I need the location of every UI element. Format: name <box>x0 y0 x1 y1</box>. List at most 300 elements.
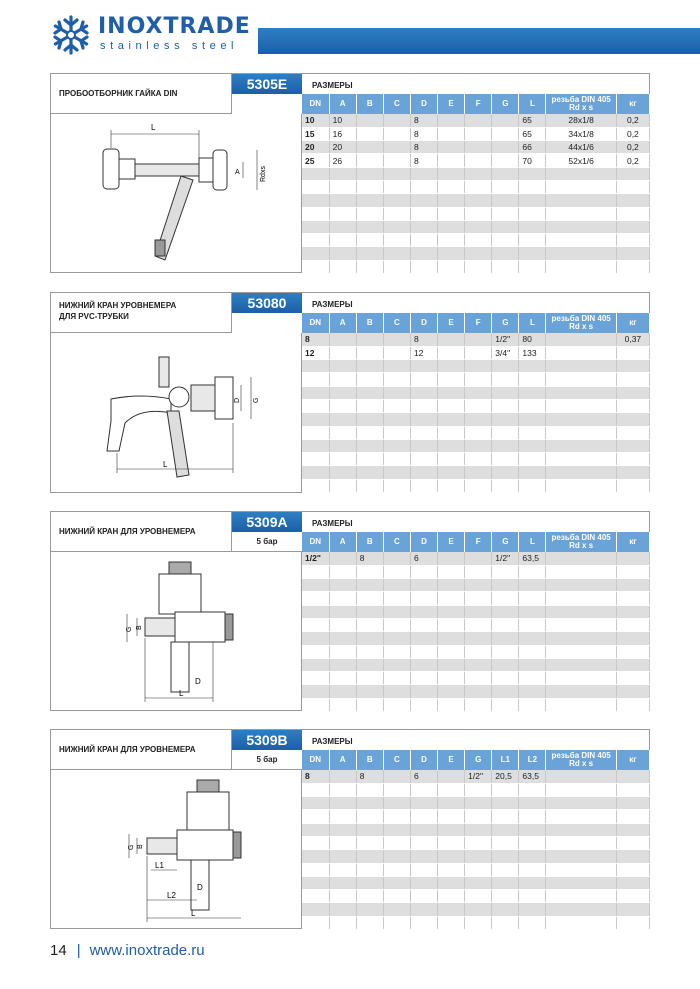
table-header-row <box>302 313 650 333</box>
table-cell <box>329 698 356 711</box>
table-cell <box>546 373 616 386</box>
table-cell <box>438 565 465 578</box>
table-cell <box>616 426 649 439</box>
sizes-label: РАЗМЕРЫ <box>312 81 353 90</box>
pressure-rating: 5 бар <box>232 750 302 770</box>
table-cell <box>383 466 410 479</box>
table-cell <box>616 346 649 359</box>
table-cell <box>465 783 492 796</box>
table-cell <box>438 360 465 373</box>
table-row <box>302 797 650 810</box>
table-cell <box>438 220 465 233</box>
header-line: Rd x s <box>569 541 594 550</box>
table-cell <box>616 194 649 207</box>
column-header <box>546 750 616 770</box>
table-cell <box>492 386 519 399</box>
table-cell <box>546 167 616 180</box>
table-cell: 6 <box>410 552 437 565</box>
table-cell <box>329 399 356 412</box>
table-cell <box>616 770 649 783</box>
table-cell <box>356 685 383 698</box>
table-cell <box>410 453 437 466</box>
table-cell <box>616 916 649 929</box>
table-cell <box>519 632 546 645</box>
pressure-rating: 5 бар <box>232 532 302 552</box>
table-cell <box>410 658 437 671</box>
table-cell <box>356 386 383 399</box>
table-cell <box>383 658 410 671</box>
table-cell <box>546 810 616 823</box>
table-cell <box>492 426 519 439</box>
table-cell: 0,2 <box>616 127 649 140</box>
table-cell <box>616 903 649 916</box>
table-cell <box>356 565 383 578</box>
table-cell <box>329 413 356 426</box>
table-cell <box>616 783 649 796</box>
table-cell <box>519 234 546 247</box>
table-cell <box>616 386 649 399</box>
column-header: DN <box>302 750 329 770</box>
table-cell <box>329 672 356 685</box>
table-cell <box>329 890 356 903</box>
table-cell <box>616 234 649 247</box>
table-cell <box>438 916 465 929</box>
table-cell <box>329 346 356 359</box>
table-cell <box>329 360 356 373</box>
table-cell <box>519 180 546 193</box>
table-cell <box>302 592 329 605</box>
table-cell <box>356 618 383 631</box>
table-cell <box>546 260 616 273</box>
column-header: C <box>383 94 410 114</box>
table-cell <box>329 685 356 698</box>
table-cell <box>329 565 356 578</box>
table-cell: 80 <box>519 333 546 346</box>
table-cell <box>492 658 519 671</box>
table-cell <box>383 592 410 605</box>
table-cell <box>546 823 616 836</box>
sizes-table <box>302 750 650 930</box>
table-cell <box>546 439 616 452</box>
table-row <box>302 180 650 193</box>
table-cell <box>329 453 356 466</box>
table-cell <box>616 850 649 863</box>
table-cell <box>465 645 492 658</box>
table-cell <box>302 618 329 631</box>
table-row <box>302 618 650 631</box>
table-cell <box>356 207 383 220</box>
table-row <box>302 863 650 876</box>
footer-separator: | <box>76 942 81 959</box>
table-cell: 25 <box>302 154 329 167</box>
table-cell <box>438 850 465 863</box>
table-row <box>302 698 650 711</box>
product-section-5305e <box>50 73 650 273</box>
table-cell <box>356 645 383 658</box>
table-cell <box>410 783 437 796</box>
table-row <box>302 234 650 247</box>
table-cell <box>546 605 616 618</box>
table-cell <box>383 797 410 810</box>
table-row <box>302 333 650 346</box>
table-cell <box>438 823 465 836</box>
table-row <box>302 592 650 605</box>
table-cell <box>465 876 492 889</box>
table-row <box>302 770 650 783</box>
table-cell <box>329 579 356 592</box>
table-cell <box>492 797 519 810</box>
table-row <box>302 346 650 359</box>
table-cell <box>438 439 465 452</box>
table-cell <box>329 836 356 849</box>
column-header: A <box>329 750 356 770</box>
table-header-row <box>302 94 650 114</box>
table-cell <box>383 127 410 140</box>
table-cell <box>546 876 616 889</box>
table-row <box>302 426 650 439</box>
table-row <box>302 903 650 916</box>
table-cell <box>492 180 519 193</box>
table-cell: 63,5 <box>519 552 546 565</box>
table-cell <box>383 810 410 823</box>
table-cell <box>302 903 329 916</box>
table-cell <box>302 783 329 796</box>
table-cell <box>465 552 492 565</box>
table-row <box>302 565 650 578</box>
table-cell <box>302 890 329 903</box>
product-code: 5305E <box>232 74 302 94</box>
table-cell <box>465 823 492 836</box>
page-number: 14 <box>50 942 67 959</box>
table-cell <box>383 903 410 916</box>
table-cell <box>302 413 329 426</box>
table-cell <box>410 592 437 605</box>
table-cell <box>356 141 383 154</box>
table-cell: 0,2 <box>616 141 649 154</box>
table-cell <box>410 850 437 863</box>
table-cell <box>465 903 492 916</box>
table-cell <box>329 333 356 346</box>
table-cell <box>546 565 616 578</box>
column-header <box>546 532 616 552</box>
table-cell <box>519 373 546 386</box>
table-cell <box>438 399 465 412</box>
table-cell <box>356 439 383 452</box>
table-row <box>302 167 650 180</box>
table-cell: 16 <box>329 127 356 140</box>
table-cell <box>546 632 616 645</box>
table-cell <box>438 154 465 167</box>
table-cell <box>465 698 492 711</box>
table-cell <box>356 876 383 889</box>
table-cell <box>356 247 383 260</box>
table-cell: 65 <box>519 127 546 140</box>
table-cell <box>438 903 465 916</box>
table-cell <box>465 413 492 426</box>
table-cell <box>329 592 356 605</box>
table-cell <box>302 194 329 207</box>
table-cell: 1/2" <box>465 770 492 783</box>
table-cell <box>356 903 383 916</box>
dim-label-l: L <box>179 689 184 698</box>
table-cell <box>302 360 329 373</box>
table-cell: 12 <box>302 346 329 359</box>
table-cell <box>438 552 465 565</box>
table-cell <box>356 167 383 180</box>
table-cell <box>410 479 437 492</box>
table-row <box>302 685 650 698</box>
product-code: 53080 <box>232 293 302 313</box>
table-cell <box>492 823 519 836</box>
table-cell <box>383 426 410 439</box>
table-cell <box>410 916 437 929</box>
table-cell <box>546 552 616 565</box>
column-header: D <box>410 532 437 552</box>
table-cell <box>356 399 383 412</box>
table-cell <box>438 579 465 592</box>
table-cell <box>383 863 410 876</box>
table-cell <box>356 466 383 479</box>
table-cell <box>383 260 410 273</box>
dim-label-rdxs: Rdxs <box>260 166 267 182</box>
table-cell: 0,2 <box>616 114 649 127</box>
table-cell <box>546 797 616 810</box>
table-cell <box>383 207 410 220</box>
table-row <box>302 141 650 154</box>
table-cell <box>546 234 616 247</box>
table-cell <box>519 850 546 863</box>
table-cell <box>492 698 519 711</box>
table-cell <box>546 194 616 207</box>
table-cell <box>383 360 410 373</box>
table-cell <box>616 632 649 645</box>
table-row <box>302 810 650 823</box>
table-cell <box>438 167 465 180</box>
table-row <box>302 605 650 618</box>
table-cell <box>329 850 356 863</box>
table-cell: 8 <box>356 552 383 565</box>
table-cell <box>492 605 519 618</box>
table-cell <box>546 399 616 412</box>
table-row <box>302 373 650 386</box>
footer-url[interactable]: www.inoxtrade.ru <box>89 942 205 959</box>
column-header: E <box>438 313 465 333</box>
table-cell <box>546 346 616 359</box>
table-cell <box>410 466 437 479</box>
table-cell <box>302 810 329 823</box>
table-cell: 8 <box>302 333 329 346</box>
table-cell <box>383 823 410 836</box>
table-cell <box>410 890 437 903</box>
table-cell <box>410 220 437 233</box>
column-header: L1 <box>492 750 519 770</box>
table-cell <box>302 426 329 439</box>
table-cell <box>465 453 492 466</box>
table-cell <box>356 836 383 849</box>
table-cell <box>302 698 329 711</box>
table-row <box>302 194 650 207</box>
table-cell <box>616 658 649 671</box>
header-line: Rd x s <box>569 322 594 331</box>
table-cell <box>616 836 649 849</box>
table-cell <box>302 373 329 386</box>
table-cell <box>465 836 492 849</box>
table-cell: 1/2" <box>492 552 519 565</box>
table-cell <box>465 565 492 578</box>
table-cell <box>616 399 649 412</box>
table-cell <box>302 850 329 863</box>
table-cell <box>519 260 546 273</box>
table-cell <box>302 479 329 492</box>
table-cell <box>410 672 437 685</box>
table-cell <box>356 605 383 618</box>
table-cell <box>356 850 383 863</box>
table-cell: 15 <box>302 127 329 140</box>
table-cell <box>492 836 519 849</box>
table-cell <box>546 850 616 863</box>
table-cell <box>519 207 546 220</box>
table-cell <box>546 479 616 492</box>
table-cell <box>383 194 410 207</box>
table-cell <box>546 903 616 916</box>
table-cell <box>438 479 465 492</box>
table-cell <box>492 373 519 386</box>
table-cell <box>383 565 410 578</box>
table-cell <box>302 207 329 220</box>
table-cell: 8 <box>410 141 437 154</box>
table-cell <box>465 890 492 903</box>
sizes-label: РАЗМЕРЫ <box>312 737 353 746</box>
table-cell <box>492 592 519 605</box>
sizes-table <box>302 532 650 712</box>
table-cell <box>410 247 437 260</box>
table-cell <box>546 836 616 849</box>
table-cell <box>616 618 649 631</box>
column-header: D <box>410 94 437 114</box>
table-cell <box>519 439 546 452</box>
table-cell <box>492 194 519 207</box>
table-cell <box>438 672 465 685</box>
table-cell <box>519 399 546 412</box>
sizes-label: РАЗМЕРЫ <box>312 519 353 528</box>
table-cell <box>329 247 356 260</box>
table-cell <box>356 180 383 193</box>
table-row <box>302 114 650 127</box>
table-cell <box>519 579 546 592</box>
table-cell <box>616 479 649 492</box>
table-cell <box>438 863 465 876</box>
table-cell <box>546 645 616 658</box>
table-cell <box>410 413 437 426</box>
table-cell <box>519 592 546 605</box>
table-cell <box>438 810 465 823</box>
table-cell <box>546 698 616 711</box>
table-cell <box>492 207 519 220</box>
table-cell <box>616 220 649 233</box>
table-cell <box>356 154 383 167</box>
column-header: B <box>356 750 383 770</box>
table-row <box>302 260 650 273</box>
table-cell <box>616 810 649 823</box>
table-cell <box>465 426 492 439</box>
table-cell: 63,5 <box>519 770 546 783</box>
table-cell <box>410 903 437 916</box>
table-cell <box>356 698 383 711</box>
table-cell <box>329 386 356 399</box>
table-row <box>302 386 650 399</box>
table-cell <box>438 346 465 359</box>
table-cell <box>410 180 437 193</box>
column-header: E <box>438 750 465 770</box>
table-cell <box>438 333 465 346</box>
table-cell <box>329 373 356 386</box>
page-footer <box>50 942 205 959</box>
column-header: G <box>492 94 519 114</box>
table-cell <box>492 154 519 167</box>
table-cell <box>492 399 519 412</box>
table-cell <box>329 552 356 565</box>
table-cell: 65 <box>519 114 546 127</box>
table-cell <box>356 592 383 605</box>
table-cell <box>438 836 465 849</box>
table-cell <box>519 783 546 796</box>
table-cell <box>465 127 492 140</box>
table-cell <box>329 207 356 220</box>
table-cell <box>383 783 410 796</box>
table-cell <box>383 439 410 452</box>
table-cell <box>329 876 356 889</box>
table-cell <box>492 890 519 903</box>
table-cell <box>383 154 410 167</box>
table-cell <box>438 698 465 711</box>
table-cell <box>302 247 329 260</box>
table-cell <box>329 810 356 823</box>
table-cell <box>546 658 616 671</box>
product-code: 5309B <box>232 730 302 750</box>
table-cell <box>302 220 329 233</box>
table-cell <box>383 220 410 233</box>
table-cell: 20 <box>329 141 356 154</box>
table-cell <box>492 863 519 876</box>
section-title: ПРОБООТБОРНИК ГАЙКА DIN <box>51 74 232 114</box>
table-cell <box>329 618 356 631</box>
table-cell <box>438 592 465 605</box>
table-cell: 8 <box>410 154 437 167</box>
column-header: G <box>492 313 519 333</box>
column-header: DN <box>302 94 329 114</box>
table-cell <box>356 672 383 685</box>
table-cell <box>329 632 356 645</box>
table-cell <box>492 810 519 823</box>
column-header: кг <box>616 313 649 333</box>
table-cell <box>383 180 410 193</box>
dim-label-a: A <box>235 169 240 176</box>
table-cell <box>383 770 410 783</box>
table-cell <box>383 373 410 386</box>
table-cell <box>465 916 492 929</box>
column-header: C <box>383 313 410 333</box>
table-cell <box>519 167 546 180</box>
table-cell <box>302 645 329 658</box>
table-cell <box>438 658 465 671</box>
table-cell: 12 <box>410 346 437 359</box>
table-cell <box>492 260 519 273</box>
table-cell <box>302 836 329 849</box>
table-cell <box>546 863 616 876</box>
product-section-5309a <box>50 511 650 711</box>
table-cell <box>438 685 465 698</box>
table-cell <box>383 453 410 466</box>
